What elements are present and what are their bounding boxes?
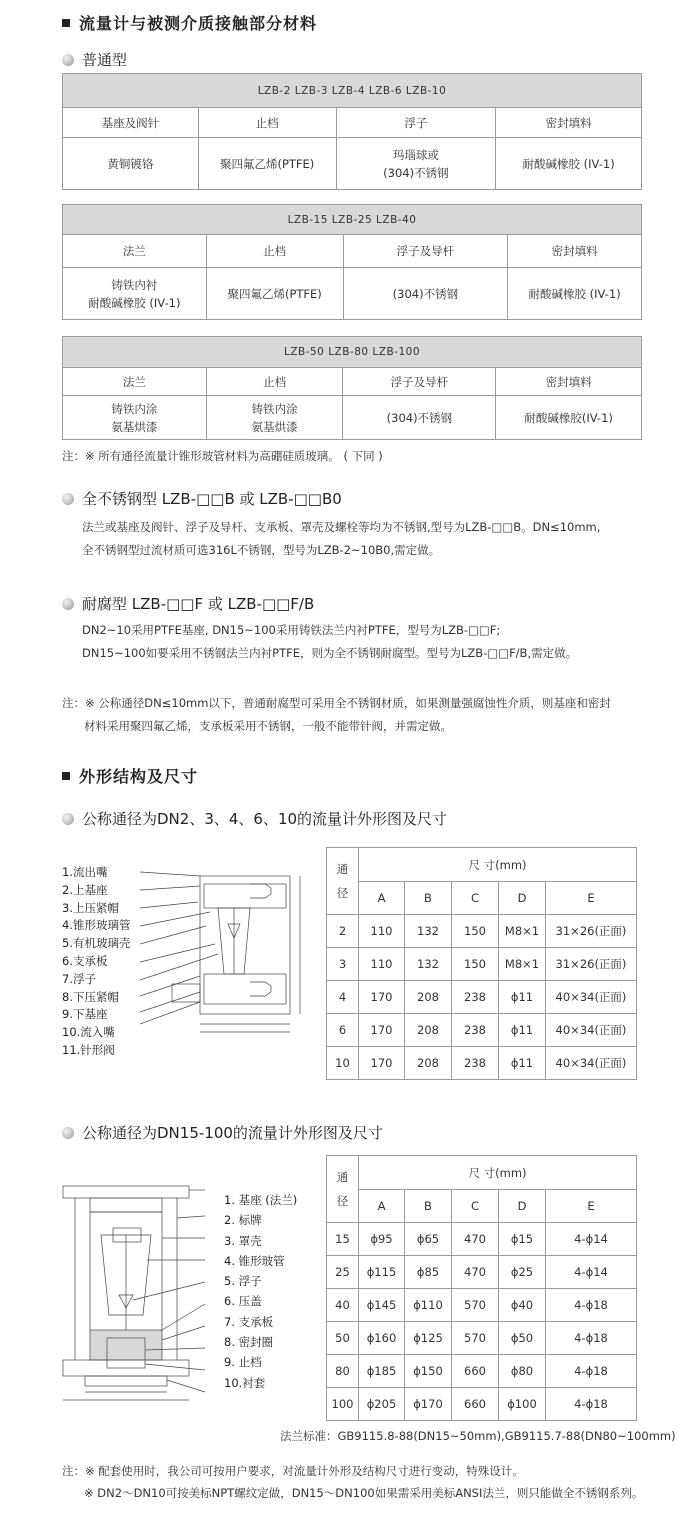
stainless-description: 法兰或基座及阀针、浮子及导杆、支承板、罩壳及螺栓等均为不锈钢,型号为LZB-□□B。DN≤10mm, 全不锈钢型过流材质可选316L不锈钢，型号为LZB-2~10B0,需定做。	[82, 520, 601, 557]
part-item: 8. 密封圈	[224, 1335, 274, 1350]
table-header: 密封填料	[508, 235, 642, 268]
subsection-corrosion: 耐腐型 LZB-□□F 或 LZB-□□F/B	[62, 593, 314, 614]
part-item: 7.浮子	[62, 971, 96, 986]
table-header: 法兰	[63, 235, 207, 268]
table-header: B	[405, 1190, 452, 1223]
table-group-header: LZB-50 LZB-80 LZB-100	[63, 337, 642, 368]
table-header: 通 径	[327, 1156, 359, 1223]
table-cell: 铸铁内涂 氨基烘漆	[206, 396, 343, 440]
materials-table-small	[62, 73, 642, 190]
subsection-stainless: 全不锈钢型 LZB-□□B 或 LZB-□□B0	[62, 488, 342, 509]
part-item: 2.上基座	[62, 882, 108, 897]
table-cell: 聚四氟乙烯(PTFE)	[206, 268, 343, 320]
table-header: A	[359, 882, 405, 915]
dimension-table-small	[326, 847, 637, 1080]
part-item: 7. 支承板	[224, 1314, 274, 1329]
table-header: E	[546, 882, 637, 915]
part-item: 6.支承板	[62, 953, 108, 968]
part-item: 1.流出嘴	[62, 865, 108, 879]
table-header: 浮子及导杆	[343, 235, 508, 268]
flange-standard: 法兰标准：GB9115.8-88(DN15~50mm),GB9115.7-88(DN80~100mm)	[280, 1429, 676, 1443]
note-custom: 注：※ 配套使用时，我公司可按用户要求，对流量计外形及结构尺寸进行变动，特殊设计。 ※ DN2～DN10可按美标NPT螺纹定做，DN15～DN100如果需采用美标ANSI法兰，则只能做全不锈钢系列。	[62, 1464, 644, 1500]
table-row: 3 110 132 150 M8×1 31×26(正面)	[327, 948, 637, 981]
table-header: D	[499, 882, 546, 915]
section-title-dimensions: 外形结构及尺寸	[62, 764, 198, 787]
bullet-icon	[62, 1127, 74, 1139]
table-header: A	[359, 1190, 405, 1223]
table-cell: 聚四氟乙烯(PTFE)	[198, 138, 336, 190]
table-row: 25 ϕ115 ϕ85 470 ϕ25 4-ϕ14	[327, 1256, 637, 1289]
bullet-icon	[62, 493, 74, 505]
part-item: 3.上压紧帽	[62, 900, 119, 915]
table-cell: 铸铁内衬 耐酸碱橡胶 (IV-1)	[63, 268, 207, 320]
table-cell: (304)不锈钢	[343, 396, 496, 440]
table-header: 密封填料	[496, 108, 642, 138]
table-header: 尺 寸(mm)	[359, 1156, 637, 1190]
table-header: 浮子	[336, 108, 496, 138]
table-header: 基座及阀针	[63, 108, 199, 138]
table-group-header: LZB-15 LZB-25 LZB-40	[63, 205, 642, 235]
table-cell: 耐酸碱橡胶 (IV-1)	[496, 138, 642, 190]
small-flowmeter-drawing	[140, 864, 315, 1042]
part-item: 6. 压盖	[224, 1294, 262, 1309]
note-corrosion: 注：※ 公称通径DN≤10mm以下，普通耐腐型可采用全不锈钢材质，如果测量强腐蚀性介质，则基座和密封 材料采用聚四氟乙烯，支承板采用不锈钢，一般不能带针阀，并需定做。	[62, 696, 611, 733]
table-header: C	[452, 1190, 499, 1223]
table-row: 6 170 208 238 ϕ11 40×34(正面)	[327, 1014, 637, 1047]
bullet-icon	[62, 54, 74, 66]
part-item: 3. 罩壳	[224, 1233, 262, 1248]
corrosion-description: DN2~10采用PTFE基座, DN15~100采用铸铁法兰内衬PTFE，型号为LZB-□□F; DN15~100如要采用不锈钢法兰内衬PTFE，则为全不锈钢耐腐型。型号为LZB-□□F/B,需定做。	[82, 623, 578, 660]
table-header: 通 径	[327, 848, 359, 915]
table-row: 40 ϕ145 ϕ110 570 ϕ40 4-ϕ18	[327, 1289, 637, 1322]
section-title-materials: 流量计与被测介质接触部分材料	[62, 11, 317, 34]
part-item: 10.流入嘴	[62, 1025, 115, 1040]
table-cell: 玛瑙球或 (304)不锈钢	[336, 138, 496, 190]
table-cell: 耐酸碱橡胶(IV-1)	[496, 396, 642, 440]
drawing1-title: 公称通径为DN2、3、4、6、10的流量计外形图及尺寸	[62, 808, 447, 829]
materials-table-medium	[62, 204, 642, 320]
materials-table-large	[62, 336, 642, 440]
table-header: 浮子及导杆	[343, 368, 496, 396]
part-item: 4. 锥形玻管	[224, 1253, 285, 1268]
table-cell: 黄铜镀铬	[63, 138, 199, 190]
table-cell: 耐酸碱橡胶 (IV-1)	[508, 268, 642, 320]
table-header: 尺 寸(mm)	[359, 848, 637, 882]
table-header: B	[405, 882, 452, 915]
part-item: 8.下压紧帽	[62, 989, 119, 1004]
dimension-table-large	[326, 1155, 637, 1421]
table-header: D	[499, 1190, 546, 1223]
bullet-icon	[62, 813, 74, 825]
table-row: 100 ϕ205 ϕ170 660 ϕ100 4-ϕ18	[327, 1388, 637, 1421]
part-item: 1. 基座 (法兰)	[224, 1193, 298, 1207]
large-flowmeter-drawing	[55, 1180, 220, 1412]
table-row: 10 170 208 238 ϕ11 40×34(正面)	[327, 1047, 637, 1080]
table-header: 止档	[198, 108, 336, 138]
table-row: 2 110 132 150 M8×1 31×26(正面)	[327, 915, 637, 948]
part-item: 4.锥形玻璃管	[62, 918, 131, 933]
part-item: 5. 浮子	[224, 1274, 262, 1289]
table-group-header: LZB-2 LZB-3 LZB-4 LZB-6 LZB-10	[63, 74, 642, 108]
table-header: 止档	[206, 235, 343, 268]
drawing2-title: 公称通径为DN15-100的流量计外形图及尺寸	[62, 1122, 383, 1143]
table-row: 50 ϕ160 ϕ125 570 ϕ50 4-ϕ18	[327, 1322, 637, 1355]
part-item: 2. 标牌	[224, 1213, 262, 1228]
part-item: 9.下基座	[62, 1007, 108, 1022]
table-header: 止档	[206, 368, 343, 396]
table-header: 法兰	[63, 368, 207, 396]
part-item: 11.针形阀	[62, 1042, 115, 1057]
table-header: E	[546, 1190, 637, 1223]
part-item: 5.有机玻璃壳	[62, 936, 131, 951]
part-item: 10.衬套	[224, 1375, 266, 1390]
table-row: 15 ϕ95 ϕ65 470 ϕ15 4-ϕ14	[327, 1223, 637, 1256]
table-row: 4 170 208 238 ϕ11 40×34(正面)	[327, 981, 637, 1014]
part-item: 9. 止档	[224, 1355, 262, 1370]
table-header: C	[452, 882, 499, 915]
note-glass-material: 注：※ 所有通径流量计锥形玻管材料为高硼硅质玻璃。 ( 下同 )	[62, 449, 383, 463]
table-cell: (304)不锈钢	[343, 268, 508, 320]
drawing1-parts-list	[62, 864, 130, 1060]
bullet-icon	[62, 598, 74, 610]
table-header: 密封填料	[496, 368, 642, 396]
subsection-standard-type: 普通型	[62, 49, 127, 70]
table-row: 80 ϕ185 ϕ150 660 ϕ80 4-ϕ18	[327, 1355, 637, 1388]
table-cell: 铸铁内涂 氨基烘漆	[63, 396, 207, 440]
drawing2-parts-list	[224, 1190, 297, 1393]
